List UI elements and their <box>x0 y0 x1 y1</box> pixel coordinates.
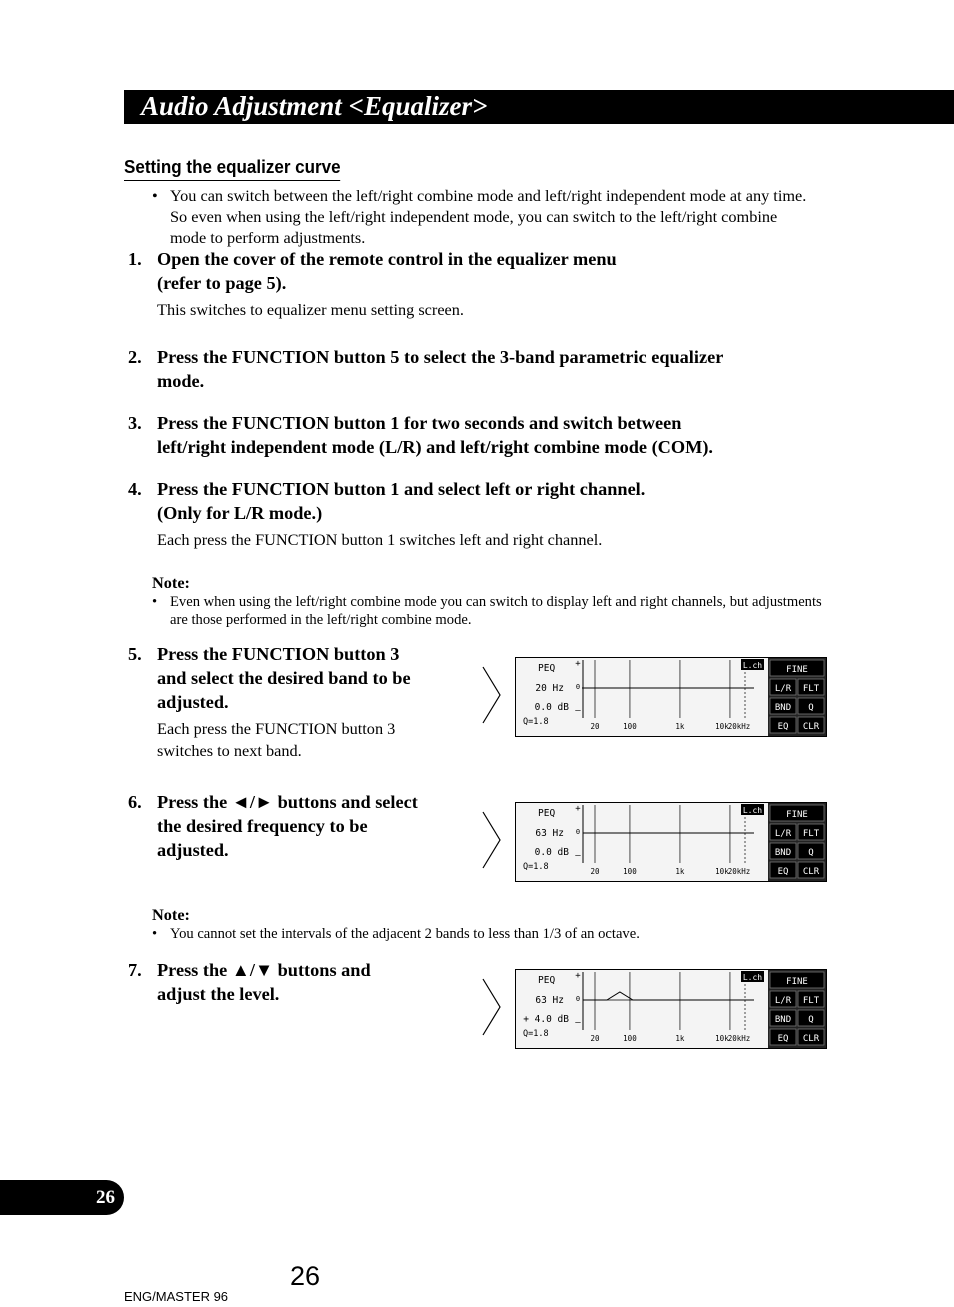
bullet-dot: • <box>152 594 158 610</box>
function-key-label: FINE <box>786 810 808 820</box>
plus-marker: + <box>575 804 581 814</box>
q-readout: Q=1.8 <box>523 1029 549 1039</box>
step-text-line: left/right independent mode (L/R) and left/right combine mode (COM). <box>157 437 714 457</box>
note-heading: Note: <box>152 573 190 592</box>
step-text-line: (Only for L/R mode.) <box>157 503 323 523</box>
step-text-line: the desired frequency to be <box>157 816 368 836</box>
page-title: Audio Adjustment <Equalizer> <box>141 91 488 121</box>
frequency-readout: 63 Hz <box>535 828 564 839</box>
axis-tick-label: 100 <box>623 867 637 876</box>
step-text-line: and select the desired band to be <box>157 668 411 688</box>
axis-tick-label: 20kHz <box>727 722 751 731</box>
arrow-indicator <box>483 979 500 1035</box>
function-key-label: BND <box>774 1015 792 1025</box>
axis-tick-label: 10k <box>715 867 729 876</box>
minus-marker: – <box>575 706 581 716</box>
step-text-line: Press the ◄/► buttons and select <box>157 792 418 812</box>
function-key-label: EQ <box>777 867 789 877</box>
level-readout: 0.0 dB <box>534 702 569 713</box>
level-readout: 0.0 dB <box>534 847 569 858</box>
step-number: 7. <box>128 960 142 980</box>
intro-bullet-text: You can switch between the left/right combine mode and left/right independent mode at any time. So even when using the left/right independent mode, you can switch to the left/right combine mode to perform adjustments. <box>170 186 807 247</box>
function-key-label: BND <box>774 703 792 713</box>
step-text-line: mode. <box>157 371 205 391</box>
minus-marker: – <box>575 851 581 861</box>
intro-bullet <box>152 185 812 248</box>
step-text-line: Press the FUNCTION button 3 <box>157 644 400 664</box>
mode-readout: PEQ <box>538 663 556 674</box>
arrow-indicator <box>483 667 500 723</box>
step-text-line: adjust the level. <box>157 984 280 1004</box>
step-text-line: Press the FUNCTION button 5 to select the 3-band parametric equalizer <box>157 347 724 367</box>
axis-tick-label: 20 <box>590 1034 600 1043</box>
step-text-line: Open the cover of the remote control in the equalizer menu <box>157 249 617 269</box>
axis-tick-label: 1k <box>675 867 685 876</box>
axis-tick-label: 1k <box>675 1034 685 1043</box>
minus-marker: – <box>575 1018 581 1028</box>
step-number: 2. <box>128 347 142 367</box>
note-text: Even when using the left/right combine mode you can switch to display left and right channels, but adjustments are those performed in the left/right combine mode. <box>170 594 822 628</box>
step-description: switches to next band. <box>157 741 302 760</box>
step-text-line: adjusted. <box>157 840 229 860</box>
equalizer-display-1 <box>482 656 827 738</box>
function-key-label: L/R <box>774 996 792 1006</box>
step-text-line: Press the FUNCTION button 1 for two seconds and switch between <box>157 413 682 433</box>
equalizer-display-2 <box>482 801 827 883</box>
function-key-label: CLR <box>802 1034 820 1044</box>
axis-tick-label: 10k <box>715 1034 729 1043</box>
step-number: 5. <box>128 644 142 664</box>
equalizer-display-3 <box>482 968 827 1050</box>
level-readout: + 4.0 dB <box>523 1014 569 1025</box>
channel-label: L.ch <box>742 806 763 815</box>
page-number: 26 <box>290 1261 321 1291</box>
step-number: 6. <box>128 792 142 812</box>
channel-label: L.ch <box>742 661 763 670</box>
q-readout: Q=1.8 <box>523 862 549 872</box>
step-text-line: Press the ▲/▼ buttons and <box>157 960 371 980</box>
function-key-label: L/R <box>774 829 792 839</box>
plus-marker: + <box>575 971 581 981</box>
axis-tick-label: 10k <box>715 722 729 731</box>
master-label: ENG/MASTER 96 <box>124 1289 229 1304</box>
bullet-dot: • <box>152 186 158 205</box>
zero-marker: 0 <box>575 683 581 691</box>
arrow-indicator <box>483 812 500 868</box>
function-key-label: FLT <box>802 996 820 1006</box>
axis-tick-label: 20kHz <box>727 1034 751 1043</box>
mode-readout: PEQ <box>538 808 556 819</box>
plus-marker: + <box>575 659 581 669</box>
page-tab-number: 26 <box>96 1187 115 1208</box>
note-text: You cannot set the intervals of the adjacent 2 bands to less than 1/3 of an octave. <box>170 926 640 942</box>
axis-tick-label: 1k <box>675 722 685 731</box>
function-key-label: Q <box>808 848 814 858</box>
step-number: 1. <box>128 249 142 269</box>
frequency-readout: 63 Hz <box>535 995 564 1006</box>
channel-label: L.ch <box>742 973 763 982</box>
axis-tick-label: 20 <box>590 722 600 731</box>
function-key-label: FLT <box>802 829 820 839</box>
step-text-line: (refer to page 5). <box>157 273 287 293</box>
step-description: Each press the FUNCTION button 3 <box>157 719 396 738</box>
step-description: Each press the FUNCTION button 1 switches left and right channel. <box>157 530 603 549</box>
function-key-label: Q <box>808 1015 814 1025</box>
bullet-dot: • <box>152 926 158 942</box>
step-text-line: adjusted. <box>157 692 229 712</box>
step-number: 3. <box>128 413 142 433</box>
note-body <box>152 925 822 943</box>
note-heading: Note: <box>152 905 190 924</box>
function-key-label: FINE <box>786 977 808 987</box>
frequency-readout: 20 Hz <box>535 683 564 694</box>
step-number: 4. <box>128 479 142 499</box>
step-text-line: Press the FUNCTION button 1 and select left or right channel. <box>157 479 646 499</box>
axis-tick-label: 20 <box>590 867 600 876</box>
zero-marker: 0 <box>575 995 581 1003</box>
axis-tick-label: 100 <box>623 1034 637 1043</box>
function-key-label: CLR <box>802 722 820 732</box>
zero-marker: 0 <box>575 828 581 836</box>
mode-readout: PEQ <box>538 975 556 986</box>
function-key-label: CLR <box>802 867 820 877</box>
q-readout: Q=1.8 <box>523 717 549 727</box>
axis-tick-label: 100 <box>623 722 637 731</box>
function-key-label: L/R <box>774 684 792 694</box>
step-description: This switches to equalizer menu setting screen. <box>157 300 464 319</box>
function-key-label: FLT <box>802 684 820 694</box>
function-key-label: BND <box>774 848 792 858</box>
function-key-label: FINE <box>786 665 808 675</box>
function-key-label: EQ <box>777 722 789 732</box>
function-key-label: Q <box>808 703 814 713</box>
note-body <box>152 593 822 629</box>
axis-tick-label: 20kHz <box>727 867 751 876</box>
function-key-label: EQ <box>777 1034 789 1044</box>
section-heading: Setting the equalizer curve <box>124 155 341 181</box>
